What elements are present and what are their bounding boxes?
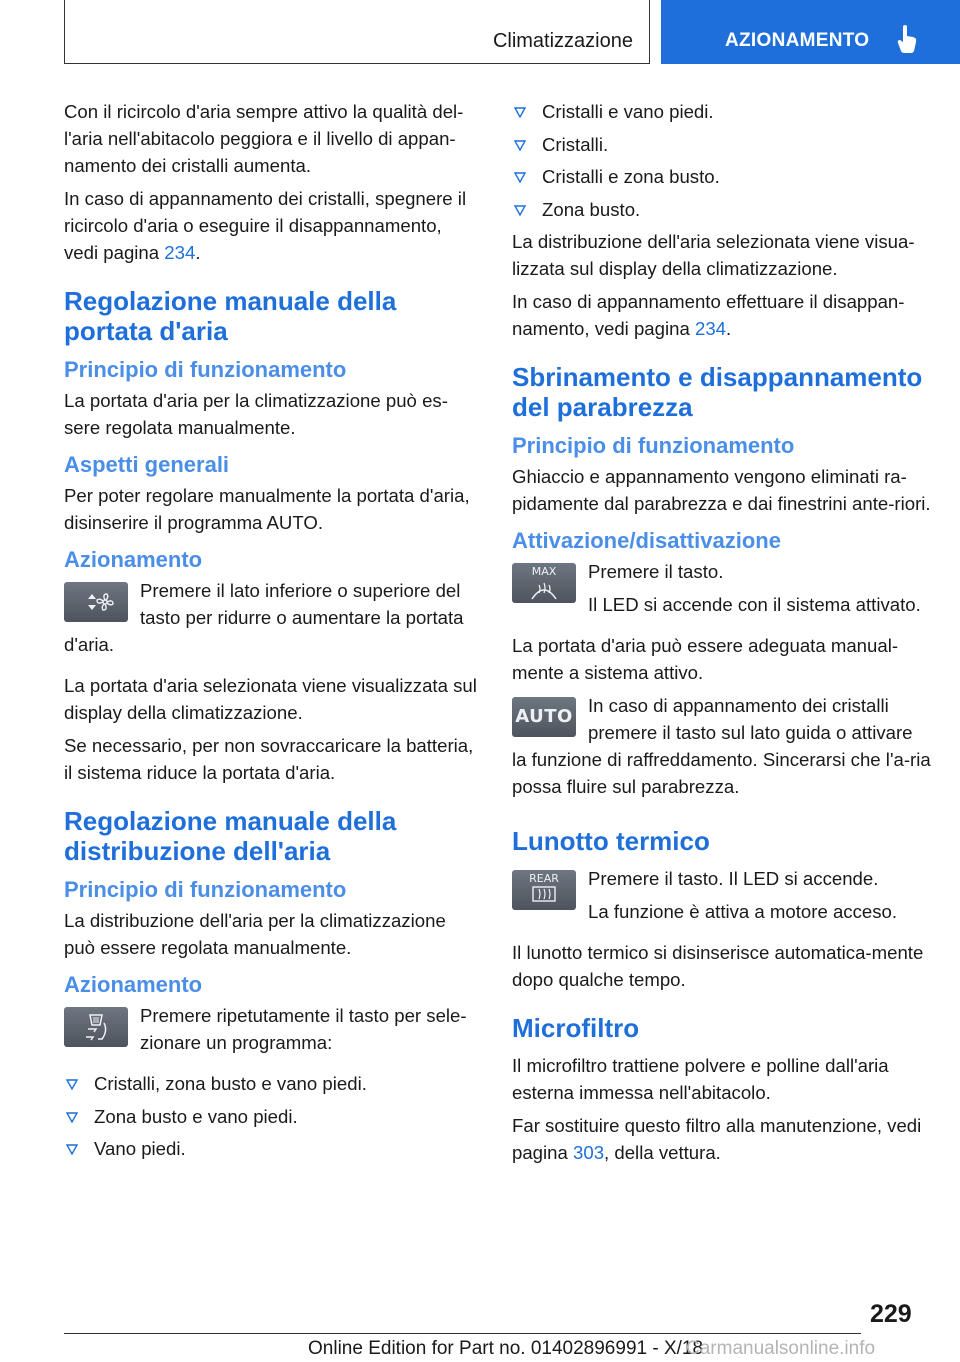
max-defrost-button-image <box>512 563 576 603</box>
header-section-box <box>64 0 650 64</box>
air-distribution-icon <box>64 1007 128 1047</box>
paragraph: La distribuzione dell'aria per la climatizzazione può essere regolata manualmente. <box>64 910 446 958</box>
windshield-defrost-icon <box>512 563 576 603</box>
page-number: 229 <box>870 1300 912 1328</box>
subsection-heading: Attivazione/disattivazione <box>512 528 781 553</box>
bullet-list <box>512 98 932 223</box>
page-link[interactable]: 303 <box>573 1142 605 1163</box>
section-heading: Regolazione manuale della distribuzione dell'aria <box>64 806 397 866</box>
paragraph: Premere il lato inferiore o superiore del tasto per ridurre o aumentare la portata d'aria. <box>64 580 464 655</box>
auto-button-image <box>512 697 576 737</box>
button-description <box>512 558 932 624</box>
triangle-bullet-icon <box>514 172 526 183</box>
paragraph: In caso di appannamento dei cristalli premere il tasto sul lato guida o attivare la funzione di raffreddamento. Sincerarsi che l'a-ria possa fluire sul parabrezza. <box>512 695 931 797</box>
paragraph: La portata d'aria per la climatizzazione può es-sere regolata manualmente. <box>64 390 448 438</box>
triangle-bullet-icon <box>514 107 526 118</box>
right-column <box>512 98 932 1172</box>
list-item: Vano piedi. <box>64 1135 478 1162</box>
button-description <box>64 1002 478 1062</box>
watermark: Carmanualsonline.info <box>686 1338 876 1359</box>
paragraph: La portata d'aria selezionata viene visualizzata sul display della climatizzazione. <box>64 675 477 723</box>
fan-speed-button-image <box>64 582 128 622</box>
chapter-tab-label: AZIONAMENTO <box>725 30 870 51</box>
footer-divider <box>64 1333 861 1334</box>
paragraph: Se necessario, per non sovraccaricare la batteria, il sistema riduce la portata d'aria. <box>64 735 474 783</box>
edition-note: Online Edition for Part no. 01402896991 - X/18 <box>308 1338 704 1359</box>
chapter-tab[interactable] <box>661 0 960 64</box>
section-heading: Microfiltro <box>512 1013 640 1043</box>
rear-window-heating-icon <box>512 870 576 910</box>
button-description <box>64 577 478 664</box>
section-heading: Lunotto termico <box>512 826 710 856</box>
paragraph: In caso di appannamento effettuare il disappan-namento, vedi pagina 234. <box>512 291 905 339</box>
page-link[interactable]: 234 <box>694 318 727 339</box>
pointing-hand-icon <box>896 24 918 54</box>
paragraph: Ghiaccio e appannamento vengono eliminati ra-pidamente dal parabrezza e dai finestrini ante-riori. <box>512 466 931 514</box>
rear-defrost-button-image <box>512 870 576 910</box>
triangle-bullet-icon <box>66 1079 78 1090</box>
section-heading: Sbrinamento e disappannamento del parabrezza <box>512 362 923 422</box>
list-item: Cristalli, zona busto e vano piedi. <box>64 1070 478 1097</box>
paragraph: Il lunotto termico si disinserisce automatica-mente dopo qualche tempo. <box>512 942 924 990</box>
subsection-heading: Principio di funzionamento <box>512 433 795 458</box>
paragraph: Il microfiltro trattiene polvere e polline dall'aria esterna immessa nell'abitacolo. <box>512 1055 889 1103</box>
paragraph: Il LED si accende con il sistema attivato. <box>588 594 921 615</box>
subsection-heading: Principio di funzionamento <box>64 877 347 902</box>
paragraph: In caso di appannamento dei cristalli, spegnere il ricircolo d'aria o eseguire il disappannamento, vedi pagina 234. <box>64 188 467 263</box>
paragraph: La portata d'aria può essere adeguata manual-mente a sistema attivo. <box>512 635 899 683</box>
air-distribution-button-image <box>64 1007 128 1047</box>
left-column <box>64 98 478 1168</box>
list-item: Zona busto. <box>512 196 932 223</box>
section-title: Climatizzazione <box>492 30 633 52</box>
paragraph: Far sostituire questo filtro alla manutenzione, vedi pagina 303, della vettura. <box>512 1115 922 1163</box>
paragraph: Con il ricircolo d'aria sempre attivo la qualità del-l'aria nell'abitacolo peggiora e il livello di appan-namento dei cristalli aumenta. <box>64 101 464 176</box>
subsection-heading: Principio di funzionamento <box>64 357 347 382</box>
subsection-heading: Azionamento <box>64 547 203 572</box>
button-description <box>512 865 932 931</box>
list-item: Cristalli. <box>512 131 932 158</box>
paragraph: La funzione è attiva a motore acceso. <box>588 901 898 922</box>
list-item: Cristalli e zona busto. <box>512 163 932 190</box>
list-item: Cristalli e vano piedi. <box>512 98 932 125</box>
auto-button-label: AUTO <box>515 706 573 727</box>
fan-speed-icon <box>64 582 128 622</box>
subsection-heading: Aspetti generali <box>64 452 230 477</box>
paragraph: La distribuzione dell'aria selezionata viene visua-lizzata sul display della climatizzazione. <box>512 231 915 279</box>
triangle-bullet-icon <box>66 1144 78 1155</box>
section-heading: Regolazione manuale della portata d'aria <box>64 286 397 346</box>
bullet-list <box>64 1070 478 1162</box>
button-description <box>512 692 932 806</box>
triangle-bullet-icon <box>514 205 526 216</box>
paragraph: Per poter regolare manualmente la portata d'aria, disinserire il programma AUTO. <box>64 485 470 533</box>
list-item: Zona busto e vano piedi. <box>64 1103 478 1130</box>
paragraph: Premere il tasto. Il LED si accende. <box>588 868 879 889</box>
max-button-label: MAX <box>531 565 557 578</box>
paragraph: Premere il tasto. <box>588 561 724 582</box>
triangle-bullet-icon <box>66 1112 78 1123</box>
rear-button-label: REAR <box>529 872 559 885</box>
subsection-heading: Azionamento <box>64 972 203 997</box>
paragraph: Premere ripetutamente il tasto per sele-zionare un programma: <box>140 1005 467 1053</box>
triangle-bullet-icon <box>514 140 526 151</box>
page-link[interactable]: 234 <box>164 242 196 263</box>
